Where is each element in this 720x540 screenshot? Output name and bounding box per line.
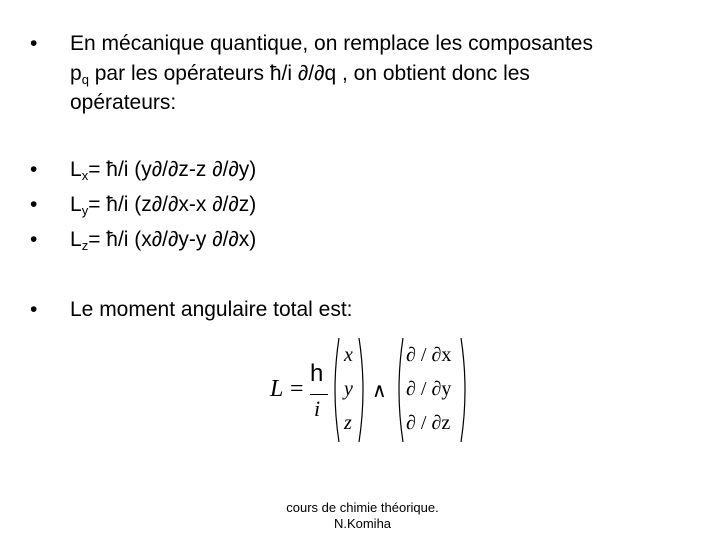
fraction-denominator: i — [314, 396, 321, 421]
gradient-vector — [406, 338, 451, 440]
right-paren-gradient — [460, 336, 470, 444]
vector-component: z — [344, 412, 352, 434]
operator-symbol: L — [70, 158, 82, 181]
footer-author: N.Komiha — [333, 516, 392, 531]
operator-expression: = ħ/i (x∂/∂y-y ∂/∂x) — [88, 228, 257, 251]
left-paren-vector — [330, 336, 340, 444]
bullet-marker: • — [30, 193, 38, 216]
intro-p-subscript: q — [81, 72, 89, 87]
angular-momentum-formula — [262, 336, 472, 446]
position-vector — [344, 338, 353, 440]
operator-ly-text — [70, 191, 256, 225]
footer-course: cours de chimie théorique. — [286, 500, 439, 515]
right-paren-vector — [358, 336, 368, 444]
intro-line-3: opérateurs: — [70, 91, 177, 114]
intro-p: p — [70, 62, 82, 85]
gradient-component: ∂ / ∂y — [406, 378, 452, 400]
formula-lhs: L — [270, 376, 284, 402]
operator-expression: = ħ/i (y∂/∂z-z ∂/∂y) — [88, 158, 257, 181]
intro-line-1: En mécanique quantique, on remplace les composantes — [70, 32, 593, 55]
operator-subscript: x — [81, 168, 89, 183]
wedge-operator: ∧ — [372, 380, 387, 402]
operator-symbol: L — [70, 193, 82, 216]
total-text: Le moment angulaire total est: — [70, 298, 353, 321]
left-paren-gradient — [394, 336, 404, 444]
operator-lx-text — [70, 156, 256, 190]
operator-symbol: L — [70, 228, 82, 251]
vector-component: x — [344, 344, 353, 366]
operator-subscript: z — [81, 238, 89, 253]
gradient-component: ∂ / ∂z — [406, 412, 451, 434]
operator-expression: = ħ/i (z∂/∂x-x ∂/∂z) — [88, 193, 257, 216]
slide-footer — [0, 500, 720, 532]
intro-line-2-rest: par les opérateurs ħ/i ∂/∂q , on obtient donc les — [88, 62, 530, 85]
gradient-component: ∂ / ∂x — [406, 344, 452, 366]
operator-lz-text — [70, 226, 256, 260]
fraction-bar — [310, 394, 328, 395]
bullet-marker: • — [30, 298, 38, 321]
vector-component: y — [344, 378, 353, 400]
bullet-marker: • — [30, 32, 38, 55]
bullet-marker: • — [30, 228, 38, 251]
formula-equals: = — [290, 376, 304, 402]
fraction-numerator: h — [310, 360, 324, 387]
operator-subscript: y — [81, 203, 89, 218]
bullet-marker: • — [30, 158, 38, 181]
